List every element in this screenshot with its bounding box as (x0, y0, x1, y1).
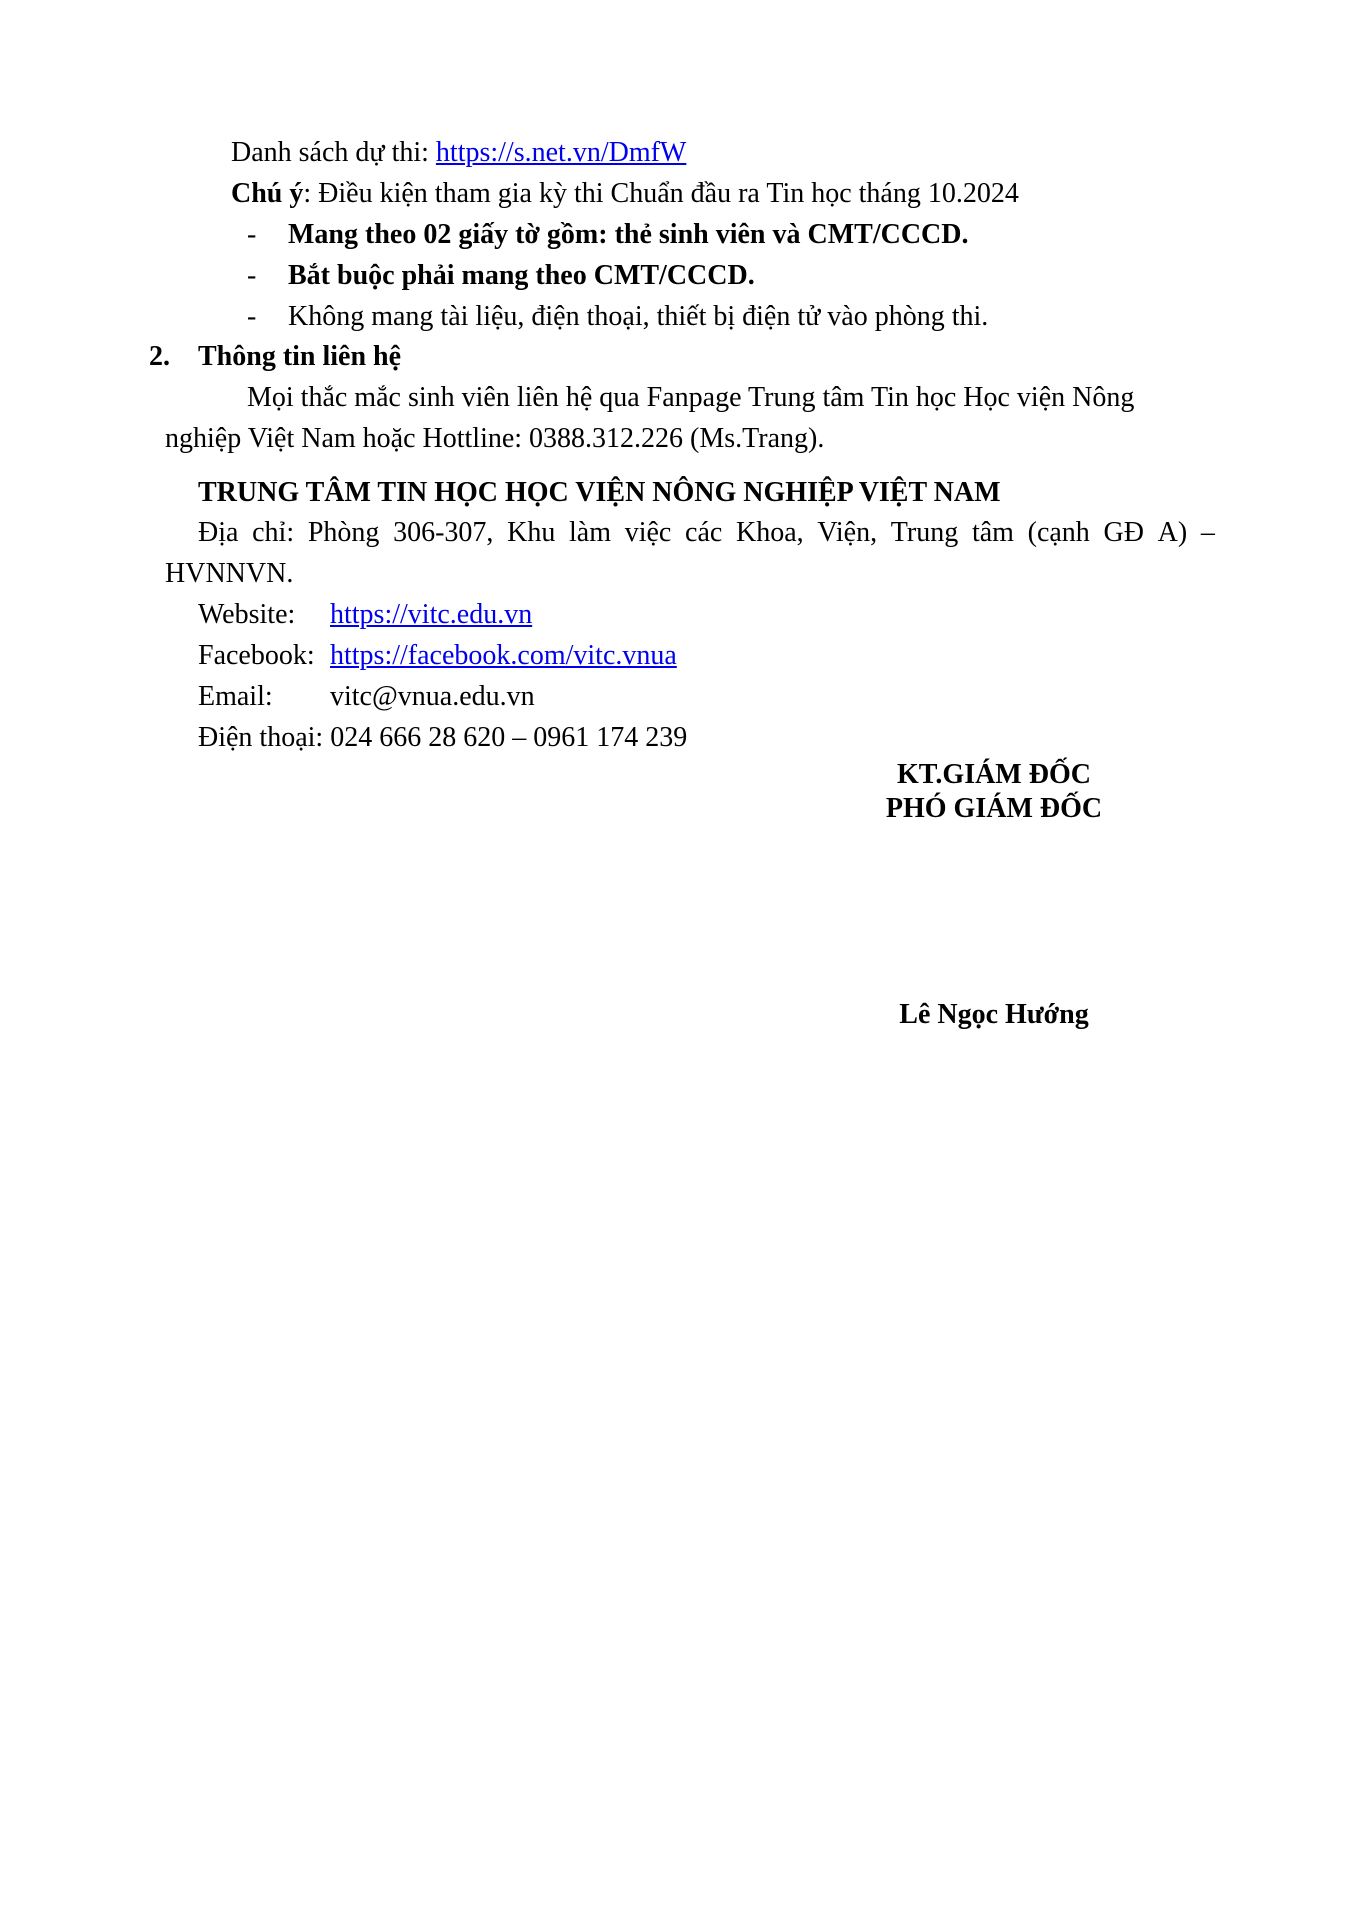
note-line (231, 177, 1019, 211)
org-address-line1 (198, 516, 1215, 550)
section-number: 2. (149, 341, 170, 372)
email-label: Email: (198, 681, 273, 712)
address-word: Phòng (307, 517, 380, 548)
address-word: Khu (507, 517, 556, 548)
address-word: tâm (971, 517, 1014, 548)
facebook-link[interactable]: https://facebook.com/vitc.vnua (330, 640, 677, 671)
phone-value: 024 666 28 620 – 0961 174 239 (330, 722, 688, 753)
address-word: Viện, (817, 517, 878, 548)
note-label: Chú ý (231, 178, 304, 209)
address-word: các (685, 517, 723, 548)
bullet-item-documents: Mang theo 02 giấy tờ gồm: thẻ sinh viên và CMT/CCCD. (288, 219, 969, 250)
address-word: làm (569, 517, 612, 548)
bullet-item-id-required: Bắt buộc phải mang theo CMT/CCCD. (288, 260, 755, 291)
bullet-marker: - (247, 260, 257, 291)
bullet-marker: - (247, 219, 257, 250)
exam-list-link[interactable]: https://s.net.vn/DmfW (435, 137, 687, 168)
contact-paragraph-line1: Mọi thắc mắc sinh viên liên hệ qua Fanpage Trung tâm Tin học Học viện Nông (247, 382, 1135, 413)
contact-paragraph-line2: nghiệp Việt Nam hoặc Hottline: 0388.312.226 (Ms.Trang). (165, 423, 825, 454)
signature-title-line2: PHÓ GIÁM ĐỐC (885, 793, 1103, 824)
address-word: (cạnh (1027, 517, 1090, 548)
address-word: chỉ: (252, 517, 295, 548)
address-word: Địa (198, 517, 239, 548)
org-address-line2: HVNNVN. (165, 558, 294, 589)
address-word: việc (624, 517, 672, 548)
phone-line (198, 721, 687, 755)
signature-title-line1: KT.GIÁM ĐỐC (897, 759, 1091, 790)
address-word: A) (1157, 517, 1188, 548)
email-value: vitc@vnua.edu.vn (330, 681, 535, 712)
facebook-label: Facebook: (198, 640, 315, 671)
bullet-item-no-devices: Không mang tài liệu, điện thoại, thiết bị điện tử vào phòng thi. (288, 301, 989, 332)
signatory-name: Lê Ngọc Hướng (899, 999, 1089, 1030)
address-word: – (1200, 517, 1215, 548)
address-word: Trung (890, 517, 959, 548)
note-text: : Điều kiện tham gia kỳ thi Chuẩn đầu ra Tin học tháng 10.2024 (303, 178, 1019, 209)
org-name: TRUNG TÂM TIN HỌC HỌC VIỆN NÔNG NGHIỆP VIỆT NAM (198, 477, 1001, 508)
exam-list-label: Danh sách dự thi: (231, 137, 436, 168)
address-word: GĐ (1103, 517, 1144, 548)
section-title: Thông tin liên hệ (198, 341, 402, 372)
phone-label: Điện thoại: (198, 722, 331, 753)
exam-list-line (231, 136, 686, 170)
website-label: Website: (198, 599, 296, 630)
website-link[interactable]: https://vitc.edu.vn (330, 599, 533, 630)
bullet-marker: - (247, 301, 257, 332)
address-word: 306-307, (393, 517, 494, 548)
address-word: Khoa, (736, 517, 804, 548)
